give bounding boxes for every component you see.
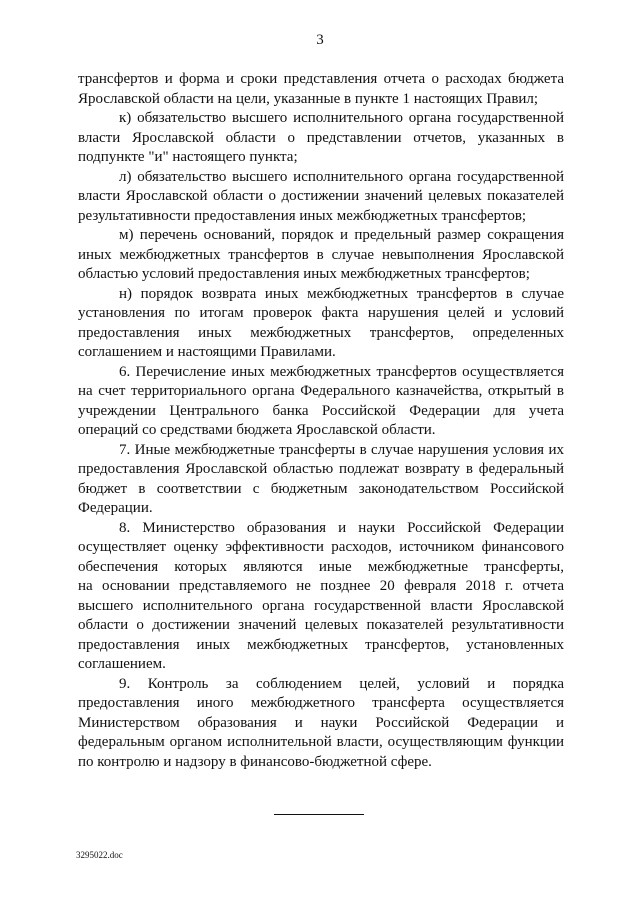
paragraph-line: обеспечения которых являются иные межбюджетные трансферты, — [78, 558, 564, 575]
paragraph — [78, 285, 564, 363]
paragraph-line: на основании представляемого не позднее 20 февраля 2018 г. отчета — [78, 578, 564, 594]
paragraph-line: предоставления иных межбюджетных трансфертов, определенных — [78, 324, 564, 341]
document-file-id: 3295022.doc — [76, 850, 123, 860]
paragraph — [78, 109, 564, 168]
paragraph — [78, 519, 564, 675]
paragraph-line: осуществляет оценку эффективности расходов, источником финансового — [78, 539, 564, 555]
paragraph-line: результативности предоставления иных межбюджетных трансфертов; — [78, 207, 527, 224]
paragraph-line: власти Ярославской области о достижении значений целевых показателей — [78, 188, 564, 204]
paragraph — [78, 226, 564, 285]
paragraph-line: Федерации. — [78, 500, 153, 516]
paragraph-line: 6. Перечисление иных межбюджетных трансфертов осуществляется — [119, 363, 564, 380]
paragraph-line: по контролю и надзору в финансово-бюджетной сфере. — [78, 753, 432, 770]
paragraph-line: соглашением. — [78, 656, 166, 672]
paragraph-line: учреждении Центрального банка Российской Федерации для учета — [78, 402, 564, 419]
paragraph — [78, 441, 564, 519]
paragraph-line: предоставления Ярославской областью подлежат возврату в федеральный — [78, 461, 564, 477]
paragraph-line: Ярославской области на цели, указанные в пункте 1 настоящих Правил; — [78, 90, 539, 107]
paragraph-line: Министерством образования и науки Российской Федерации и — [78, 714, 564, 731]
paragraph-line: трансфертов и форма и сроки представления отчета о расходах бюджета — [78, 71, 564, 87]
paragraph-line: на счет территориального органа Федерального казначейства, открытый в — [78, 383, 564, 399]
paragraph — [78, 363, 564, 441]
paragraph-line: установления по итогам проверок факта нарушения целей и условий — [78, 305, 564, 321]
document-body — [78, 70, 564, 772]
paragraph — [78, 70, 564, 109]
paragraph-line: м) перечень оснований, порядок и предельный размер сокращения — [119, 227, 564, 243]
paragraph-line: к) обязательство высшего исполнительного органа государственной — [119, 110, 564, 126]
paragraph-line: 7. Иные межбюджетные трансферты в случае нарушения условия их — [119, 441, 564, 458]
paragraph-line: 8. Министерство образования и науки Российской Федерации — [119, 519, 564, 536]
paragraph — [78, 168, 564, 227]
paragraph-line: 9. Контроль за соблюдением целей, условий и порядка — [119, 675, 564, 692]
paragraph-line: предоставления иного межбюджетного трансферта осуществляется — [78, 695, 564, 711]
paragraph-line: соглашением и настоящими Правилами. — [78, 344, 336, 360]
page-number: 3 — [316, 32, 324, 48]
paragraph-line: высшего исполнительного органа государственной власти Ярославской — [78, 597, 564, 614]
paragraph-line: подпункте "и" настоящего пункта; — [78, 149, 298, 165]
paragraph — [78, 675, 564, 773]
paragraph-line: иных межбюджетных трансфертов в случае невыполнения Ярославской — [78, 246, 564, 263]
paragraph-line: власти Ярославской области о представлении отчетов, указанных в — [78, 129, 564, 146]
paragraph-line: предоставления иных межбюджетных трансфертов, установленных — [78, 636, 564, 653]
paragraph-line: областью условий предоставления иных межбюджетных трансфертов; — [78, 266, 530, 282]
paragraph-line: федеральным органом исполнительной власти, осуществляющим функции — [78, 734, 564, 750]
paragraph-line: области о достижении значений целевых показателей результативности — [78, 617, 564, 633]
end-divider-line — [274, 814, 364, 815]
paragraph-line: операций со средствами бюджета Ярославской области. — [78, 422, 436, 438]
paragraph-line: бюджет в соответствии с бюджетным законодательством Российской — [78, 480, 564, 497]
paragraph-line: л) обязательство высшего исполнительного органа государственной — [119, 168, 564, 185]
paragraph-line: н) порядок возврата иных межбюджетных трансфертов в случае — [119, 285, 564, 302]
